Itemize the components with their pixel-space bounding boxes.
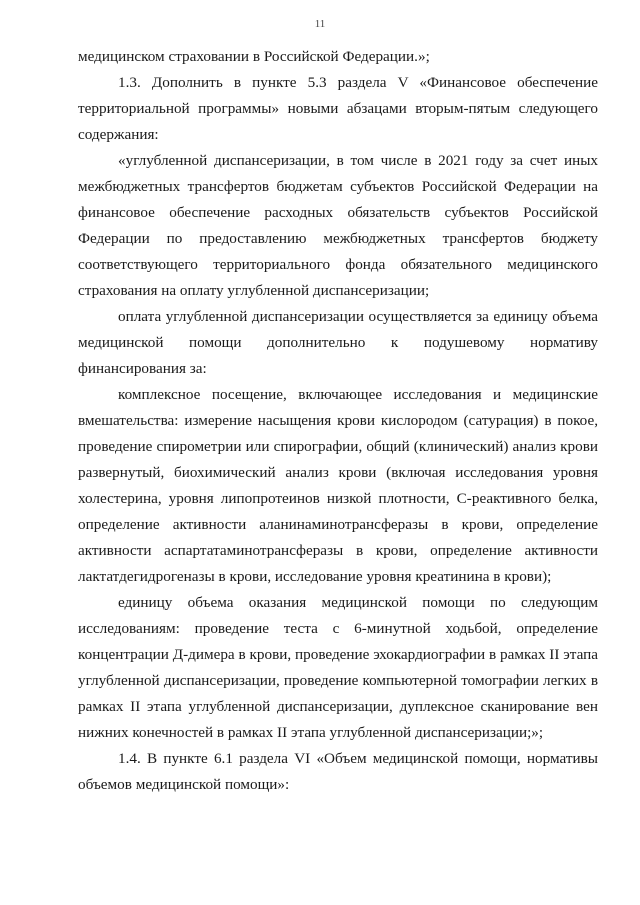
paragraph-quoted-dispensarization: «углубленной диспансеризации, в том числе в 2021 году за счет иных межбюджетных трансфертов бюджетам субъектов Российской Федерации на финансовое обеспечение расходных обязательств субъектов Российской Федерации по предоставлению межбюджетных трансфертов бюджету соответствующего территориального фонда обязательного медицинского страхования на оплату углубленной диспансеризации; xyxy=(78,152,598,299)
paragraph-additional-studies: единицу объема оказания медицинской помощи по следующим исследованиям: проведение теста с 6-минутной ходьбой, определение концентрации Д-димера в крови, проведение эхокардиографии в рамках II этапа углубленной диспансеризации, проведение компьютерной томографии легких в рамках II этапа углубленной диспансеризации, дуплексное сканирование вен нижних конечностей в рамках II этапа углубленной диспансеризации;»; xyxy=(78,594,598,741)
paragraph-complex-visit: комплексное посещение, включающее исследования и медицинские вмешательства: измерение насыщения крови кислородом (сатурация) в покое, проведение спирометрии или спирографии, общий (клинический) анализ крови развернутый, биохимический анализ крови (включая исследования уровня холестерина, уровня липопротеинов низкой плотности, С-реактивного белка, определение активности аланинаминотрансферазы в крови, определение активности аспартатаминотрансферазы в крови, определение активности лактатдегидрогеназы в крови, исследование уровня креатинина в крови); xyxy=(78,386,598,585)
paragraph-item-1-3: 1.3. Дополнить в пункте 5.3 раздела V «Финансовое обеспечение территориальной программы» новыми абзацами вторым-пятым следующего содержания: xyxy=(78,74,598,143)
paragraph-payment-unit: оплата углубленной диспансеризации осуществляется за единицу объема медицинской помощи дополнительно к подушевому нормативу финансирования за: xyxy=(78,308,598,377)
paragraph-item-1-4: 1.4. В пункте 6.1 раздела VI «Объем медицинской помощи, нормативы объемов медицинской помощи»: xyxy=(78,750,598,793)
document-body xyxy=(78,44,598,798)
page-number: 11 xyxy=(314,18,326,30)
paragraph-continuation: медицинском страховании в Российской Федерации.»; xyxy=(78,48,430,65)
